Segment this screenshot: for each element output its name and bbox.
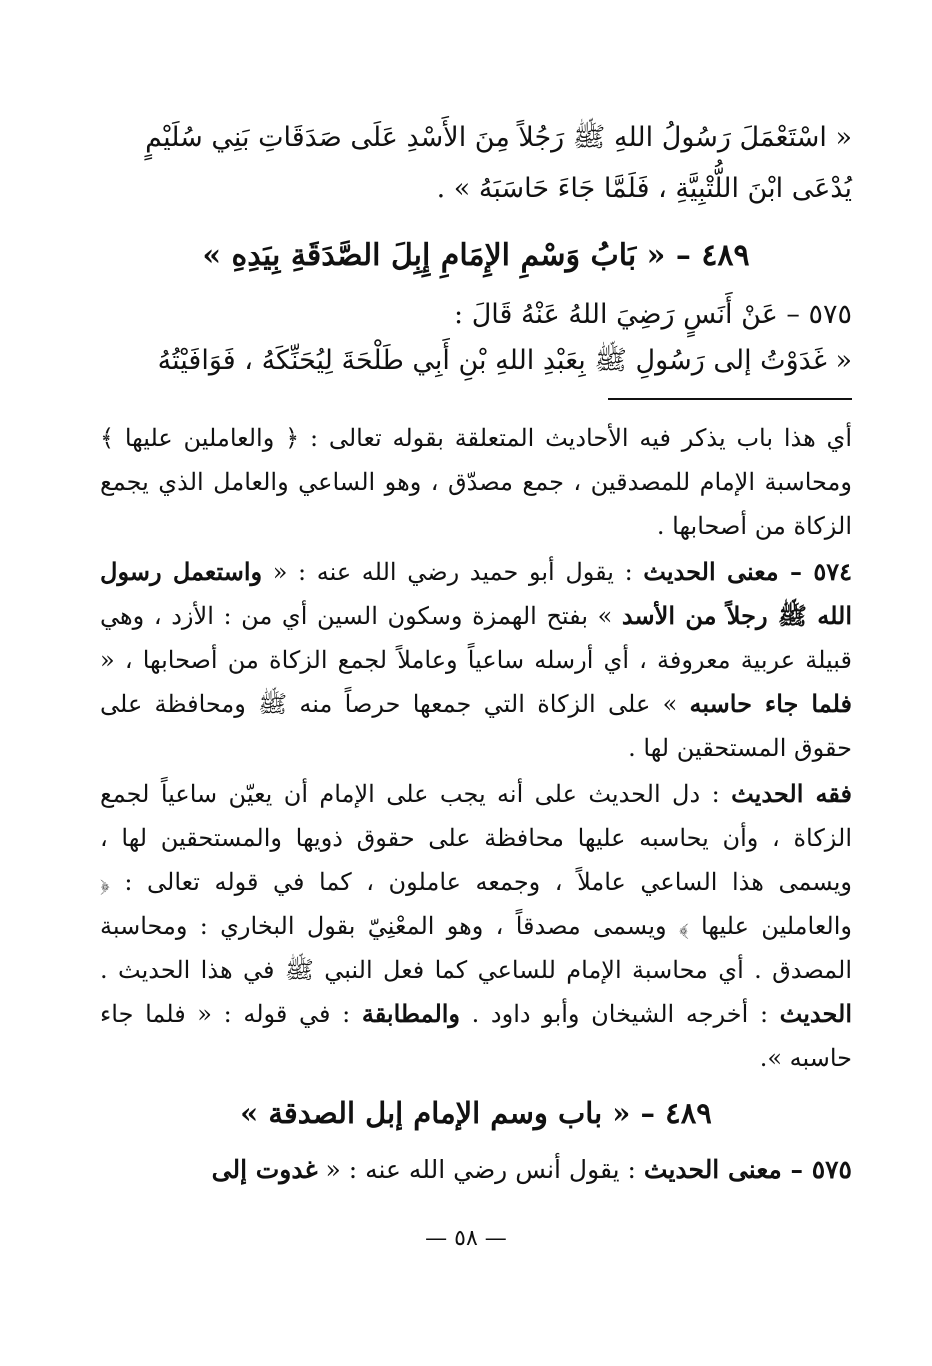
commentary-text: » بفتح الهمزة وسكون السين أي من : الأزد ، وهي قبيلة عربية معروفة ، أي أرسله ساعياً وعاملاً لجمع الزكاة من أصحابها ، « [100, 602, 852, 674]
commentary-paragraph-3 [100, 772, 852, 1080]
chapter-heading-489: ٤٨٩ – « بَابُ وَسْمِ الإِمَامِ إِبِلَ الصَّدَقَةِ بِيَدِهِ » [202, 238, 750, 273]
hadith-574-text [100, 112, 852, 214]
commentary-text: : يقول أنس رضي الله عنه : « [317, 1155, 644, 1184]
hadith-source-label: الحديث [779, 999, 852, 1028]
quoted-phrase: فلما جاء حاسبه [689, 689, 852, 718]
hadith-574-line1: « اسْتَعْمَلَ رَسُولُ اللهِ ﷺ رَجُلاً مِنَ الأَسْدِ عَلَى صَدَقَاتِ بَنِي سُلَيْمٍ [145, 122, 852, 153]
correspondence-label: والمطابقة [361, 999, 461, 1028]
commentary-paragraph-4 [100, 1146, 852, 1194]
page-number: — ٥٨ — [425, 1226, 507, 1251]
commentary-paragraph-1: أي هذا باب يذكر فيه الأحاديث المتعلقة بقوله تعالى : ﴿ والعاملين عليها ﴾ ومحاسبة الإمام للمصدقين ، جمع مصدّق ، وهو الساعي والعامل الذي يجمع الزكاة من أصحابها . [100, 424, 852, 540]
quoted-phrase: واستعمل رسول الله ﷺ رجلاً من الأسد [100, 557, 853, 630]
commentary-text: : أخرجه الشيخان وأبو داود . [460, 1000, 780, 1028]
fiqh-heading: فقه الحديث [731, 779, 853, 808]
hadith-meaning-heading: ٥٧٥ – معنى الحديث [643, 1155, 852, 1184]
hadith-574-line2: يُدْعَى ابْنَ اللُّتْبِيَّةِ ، فَلَمَّا جَاءَ حَاسَبَهُ » . [436, 173, 852, 204]
commentary-chapter-heading-489: ٤٨٩ – « باب وسم الإمام إبل الصدقة » [240, 1096, 712, 1130]
footnote-divider [608, 398, 852, 400]
hadith-575-intro: ٥٧٥ – عَنْ أَنَسٍ رَضِيَ اللهُ عَنْهُ قَالَ : [454, 299, 852, 330]
commentary-paragraph-2 [100, 550, 852, 770]
quoted-phrase: غدوت إلى [211, 1155, 318, 1184]
commentary-text: : دل الحديث على أنه يجب على الإمام أن يعيّن ساعياً لجمع الزكاة ، وأن يحاسبه عليها محافظة على حقوق ذويها والمستحقين لها ، ويسمى هذا الساعي عاملاً ، وجمعه عاملون ، كما في قوله تعالى : ﴿ والعاملين عليها ﴾ ويسمى مصدقاً ، وهو المعْنِيّ بقول البخاري : ومحاسبة المصدق . أي محاسبة الإمام للساعي كما فعل النبي ﷺ في هذا الحديث . [100, 780, 853, 984]
commentary-text: » على الزكاة التي جمعها حرصاً منه ﷺ ومحافظة على حقوق المستحقين لها . [100, 690, 852, 762]
commentary-text: : يقول أبو حميد رضي الله عنه : « [262, 558, 644, 586]
hadith-575-text: « غَدَوْتُ إلى رَسُولِ ﷺ بِعَبْدِ اللهِ بْنِ أَبِي طَلْحَةَ لِيُحَنِّكَهُ ، فَوَافَيْتُهُ [157, 345, 852, 376]
hadith-meaning-heading: ٥٧٤ – معنى الحديث [643, 557, 852, 586]
commentary-text: : في قوله : « فلما جاء حاسبه ». [100, 1000, 852, 1072]
document-page [100, 112, 852, 1194]
